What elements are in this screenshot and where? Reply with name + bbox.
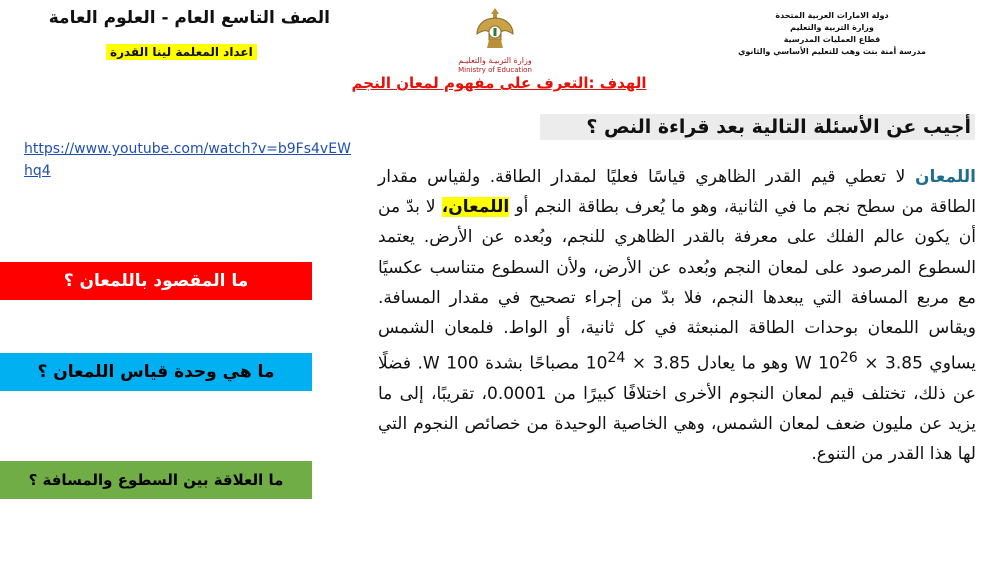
school-info-line: دولة الامارات العربية المتحدة [775,11,889,20]
passage-text: W وهو ما يعادل 3.85 × 10 [585,353,819,374]
grade-title: الصف التاسع العام - العلوم العامة [48,8,330,28]
exponent: 24 [607,350,626,367]
question-3-box[interactable]: ما العلاقة بين السطوع والمسافة ؟ [0,461,312,499]
question-1-box[interactable]: ما المقصود باللمعان ؟ [0,262,312,300]
passage-text: لا بدّ من أن يكون عالم الفلك على معرفة بالقدر الظاهري للنجم، وبُعده عن الأرض. يعتمد السطوع المرصود على لمعان النجم وبُعده عن الأرض، ولأن السطوع متناسب عكسيًا مع مربع المسافة التي يبعدها النجم، فلا بدّ من إجراء تصحيح في مقدار المسافة. ويقاس اللمعان بوحدات الطاقة المنبعثة في كل ثانية، أو الواط. فلمعان الشمس يساوي 3.85 × 10 [378,197,976,374]
exponent: 26 [839,350,858,367]
school-info-line: مدرسة أمنة بنت وهب للتعليم الأساسي والثانوي [738,47,926,56]
passage-text: مصباحًا بشدة W 100. فضلًا عن ذلك، تختلف قيم لمعان النجوم الأخرى اختلافًا كبيرًا من 0.0001، تقريبًا، إلى ما يزيد عن مليون ضعف لمعان الشمس، وهي الخاصية الوحيدة من خصائص النجوم التي لها هذا القدر من التنوع. [378,353,976,465]
video-link[interactable]: https://www.youtube.com/watch?v=b9Fs4vEWhq4 [24,141,351,179]
lesson-objective: الهدف :التعرف على مفهوم لمعان النجم [351,74,647,92]
school-info-line: قطاع العمليات المدرسية [783,35,881,44]
ministry-name-en: Ministry of Education [458,66,532,74]
ministry-name-ar: وزارة التربيـة والتعليـم [458,56,532,65]
school-info-line: وزارة التربية والتعليم [790,23,874,32]
reading-passage [378,162,976,532]
term-luminosity: اللمعان [914,167,976,187]
term-luminosity-highlighted: اللمعان، [441,197,510,218]
school-info [722,10,942,58]
teacher-credit: اعداد المعلمة لينا القدرة [106,44,257,60]
instructions-heading: أجيب عن الأسئلة التالية بعد قراءة النص ؟ [540,114,975,140]
question-2-box[interactable]: ما هي وحدة قياس اللمعان ؟ [0,353,312,391]
passage-text: لا تعطي قيم القدر الظاهري قياسًا فعليًا لمقدار الطاقة. ولقياس مقدار الطاقة من سطح نجم ما في الثانية، وهو ما يُعرف بطاقة النجم أو [378,167,977,218]
uae-falcon-emblem-icon [475,6,515,52]
ministry-logo [450,6,540,75]
